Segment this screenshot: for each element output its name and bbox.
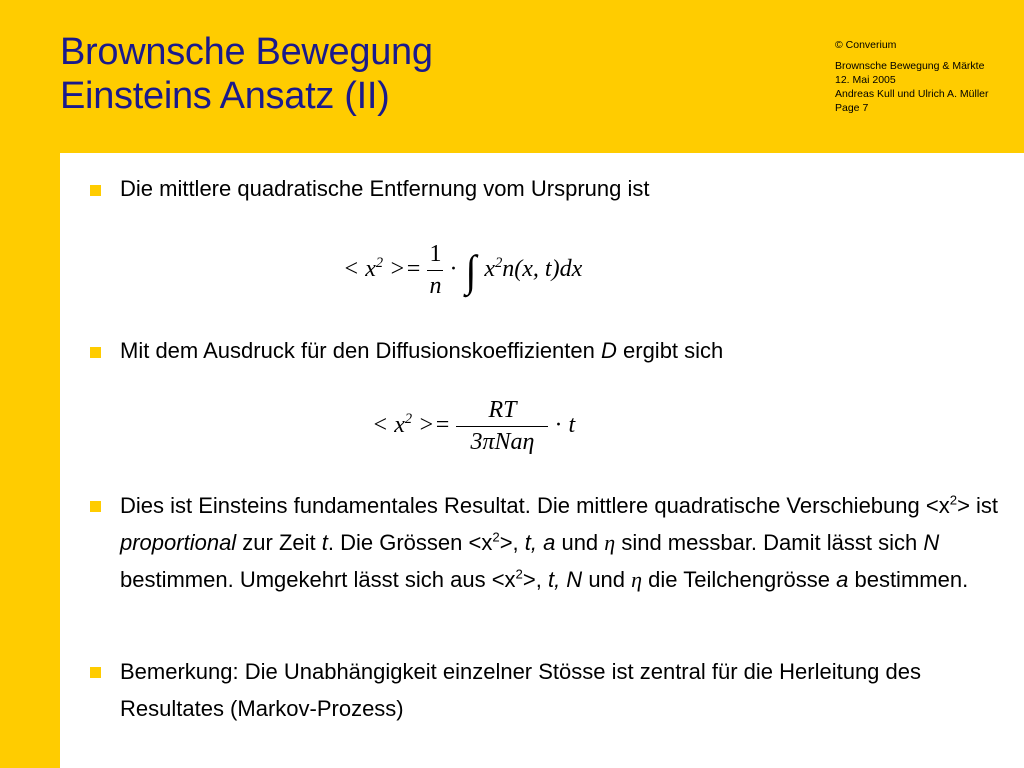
date-text: 12. Mai 2005 [835, 74, 896, 86]
bullet-text: Bemerkung: Die Unabhängigkeit einzelner Stösse ist zentral für die Herleitung des Resultates (Markov-Prozess) [120, 659, 921, 721]
eq1-numerator: 1 [427, 241, 443, 271]
eq2-rhs: t [568, 412, 576, 439]
equation-1 [343, 241, 582, 300]
bullet-square-icon [90, 185, 101, 196]
eq1-integrand: $x^2n(x$, t)dx [484, 255, 583, 283]
copyright-text: © Converium [835, 39, 897, 51]
bullet-item-2 [90, 335, 1000, 367]
authors-text: Andreas Kull und Ulrich A. Müller [835, 88, 989, 100]
bullet-text: Die mittlere quadratische Entfernung vom Ursprung ist [120, 176, 650, 201]
eta-symbol: η [631, 567, 643, 592]
eq1-dot: · [449, 256, 458, 283]
eta-symbol: η [604, 530, 616, 555]
bullet-text: Mit dem Ausdruck für den Diffusionskoeffizienten D ergibt sich [120, 338, 724, 363]
equation-2 [372, 397, 575, 456]
bullet-square-icon [90, 501, 101, 512]
content-panel [60, 153, 1024, 768]
eq1-fraction [427, 241, 443, 300]
eq2-fraction [456, 397, 548, 456]
title-line-2: Einsteins Ansatz (II) [60, 75, 390, 117]
bullet-square-icon [90, 347, 101, 358]
slide-title [60, 30, 810, 118]
integral-sign: ∫ [465, 245, 477, 296]
eq2-lhs: < $x^2$ >= [372, 411, 451, 439]
bullet-item-4 [90, 653, 1000, 727]
subject-text: Brownsche Bewegung & Märkte [835, 60, 985, 72]
slide-meta [835, 38, 1020, 115]
bullet-text: Dies ist Einsteins fundamentales Resultat. Die mittlere quadratische Verschiebung $<x^2>$ ist proportional zur Zeit t. Die Grössen $<x^2>$, t, a und η sind messbar. Damit lässt sich N bestimmen. Umgekehrt lässt sich aus $<x^2>$, t, N und η die Teilchengrösse a bestimmen. [120, 492, 999, 592]
bullet-item-3 [90, 487, 1000, 598]
bullet-square-icon [90, 667, 101, 678]
eq1-lhs: < $x^2$ >= [343, 255, 422, 283]
page-number: Page 7 [835, 102, 869, 114]
eq1-denominator: n [429, 273, 442, 299]
eq2-denominator: 3πNaη [470, 429, 535, 455]
eq2-dot: · [554, 412, 563, 439]
title-line-1: Brownsche Bewegung [60, 31, 433, 73]
bullet-item-1 [90, 173, 1000, 205]
eq2-numerator: RT [456, 397, 548, 427]
